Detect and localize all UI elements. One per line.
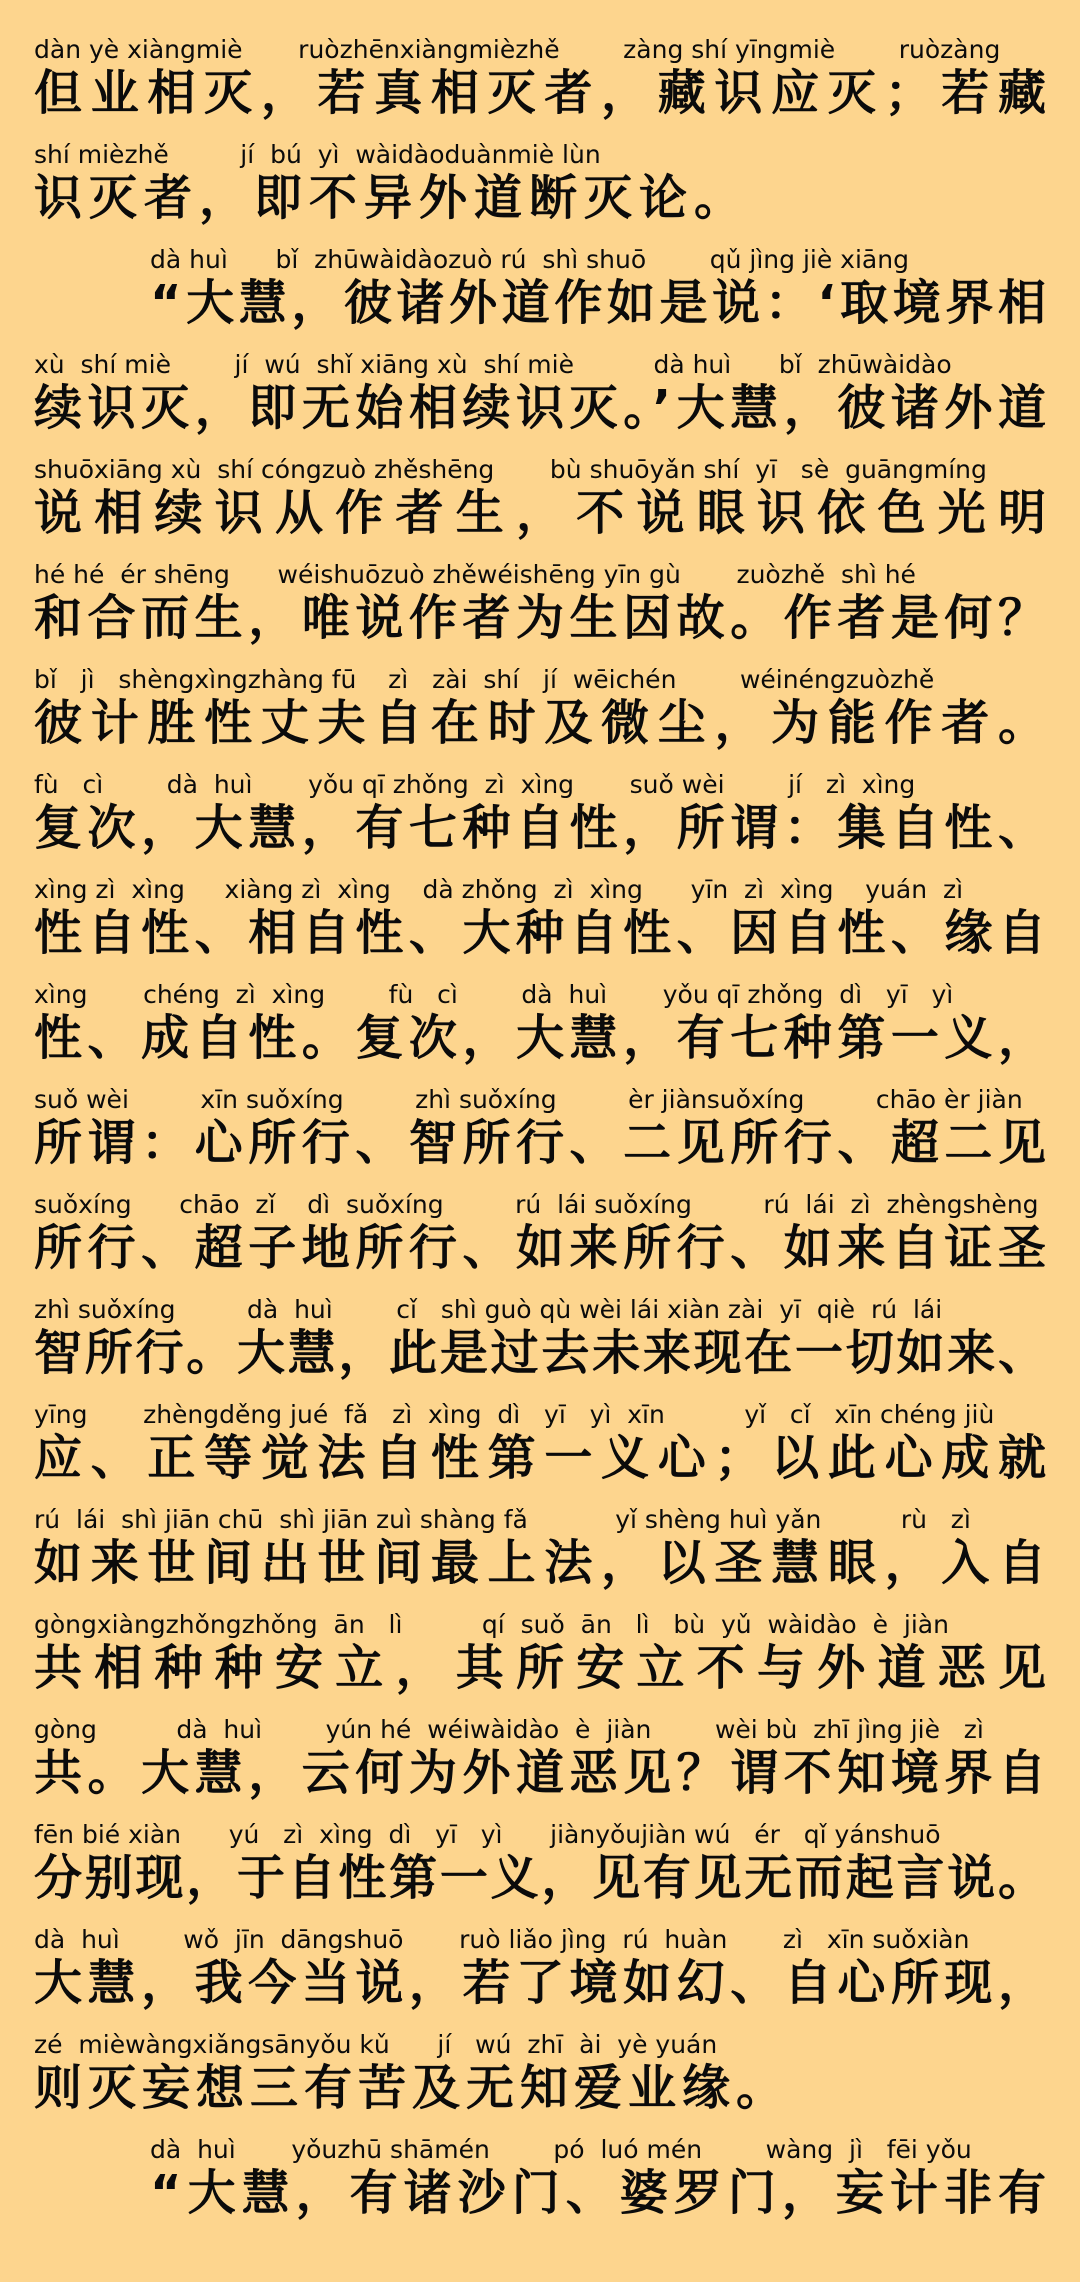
- pinyin-line: suǒ wèi xīn suǒxíng zhì suǒxíng èr jiànsuǒxíng chāo èr jiàn: [34, 1085, 1023, 1114]
- pinyin-line: xù shí miè jí wú shǐ xiāng xù shí miè dà huì bǐ zhūwàidào: [34, 350, 952, 379]
- hanzi-line: 分别现，于自性第一义，见有见无而起言说。: [34, 1850, 1046, 1906]
- text-line-12: [34, 1185, 1046, 1280]
- pinyin-line: shí mièzhě jí bú yì wàidàoduànmiè lùn: [34, 140, 601, 169]
- hanzi-line: 续识灭，即无始相续识灭。’大慧，彼诸外道: [34, 380, 1046, 436]
- hanzi-line: 性自性、相自性、大种自性、因自性、缘自: [34, 905, 1046, 961]
- hanzi-line: 应、正等觉法自性第一义心；以此心成就: [34, 1430, 1046, 1486]
- text-line-10: [34, 975, 1046, 1070]
- text-line-16: [34, 1605, 1046, 1700]
- hanzi-line: 复次，大慧，有七种自性，所谓：集自性、: [34, 800, 1046, 856]
- text-line-9: [34, 870, 1046, 965]
- text-line-8: [34, 765, 1046, 860]
- pinyin-line: zé mièwàngxiǎngsānyǒu kǔ jí wú zhī ài yè yuán: [34, 2030, 718, 2059]
- pinyin-line: bǐ jì shèngxìngzhàng fū zì zài shí jí wēichén wéinéngzuòzhě: [34, 665, 935, 694]
- hanzi-line: 性、成自性。复次，大慧，有七种第一义，: [34, 1010, 1046, 1066]
- text-line-5: [34, 450, 1046, 545]
- hanzi-line: 大慧，我今当说，若了境如幻、自心所现，: [34, 1955, 1046, 2011]
- pinyin-line: fēn bié xiàn yú zì xìng dì yī yì jiànyǒujiàn wú ér qǐ yánshuō: [34, 1820, 941, 1849]
- text-line-4: [34, 345, 1046, 440]
- text-line-21: [150, 2130, 1046, 2225]
- pinyin-line: dà huì yǒuzhū shāmén pó luó mén wàng jì fēi yǒu: [150, 2135, 972, 2164]
- pinyin-line: zhì suǒxíng dà huì cǐ shì guò qù wèi lái xiàn zài yī qiè rú lái: [34, 1295, 943, 1324]
- text-line-19: [34, 1920, 1046, 2015]
- text-line-3: [150, 240, 1046, 335]
- hanzi-line: 如来世间出世间最上法，以圣慧眼，入自: [34, 1535, 1046, 1591]
- text-line-7: [34, 660, 1046, 755]
- pinyin-line: shuōxiāng xù shí cóngzuò zhěshēng bù shuōyǎn shí yī sè guāngmíng: [34, 455, 987, 484]
- hanzi-line: “大慧，彼诸外道作如是说：‘取境界相: [150, 275, 1046, 331]
- text-line-1: [34, 30, 1046, 125]
- pinyin-line: dà huì wǒ jīn dāngshuō ruò liǎo jìng rú huàn zì xīn suǒxiàn: [34, 1925, 970, 1954]
- pinyin-line: yīng zhèngděng jué fǎ zì xìng dì yī yì xīn yǐ cǐ xīn chéng jiù: [34, 1400, 995, 1429]
- pinyin-line: dà huì bǐ zhūwàidàozuò rú shì shuō qǔ jìng jiè xiāng: [150, 245, 909, 274]
- pinyin-line: gòngxiàngzhǒngzhǒng ān lì qí suǒ ān lì bù yǔ wàidào è jiàn: [34, 1610, 949, 1639]
- text-line-20: [34, 2025, 1046, 2120]
- text-line-17: [34, 1710, 1046, 1805]
- hanzi-line: “大慧，有诸沙门、婆罗门，妄计非有: [150, 2165, 1046, 2221]
- text-line-15: [34, 1500, 1046, 1595]
- pinyin-line: xìng chéng zì xìng fù cì dà huì yǒu qī zhǒng dì yī yì: [34, 980, 954, 1009]
- hanzi-line: 说相续识从作者生，不说眼识依色光明: [34, 485, 1046, 541]
- pinyin-line: hé hé ér shēng wéishuōzuò zhěwéishēng yīn gù zuòzhě shì hé: [34, 560, 916, 589]
- text-line-14: [34, 1395, 1046, 1490]
- text-line-2: [34, 135, 1046, 230]
- hanzi-line: 共相种种安立，其所安立不与外道恶见: [34, 1640, 1046, 1696]
- hanzi-line: 智所行。大慧，此是过去未来现在一切如来、: [34, 1325, 1046, 1381]
- hanzi-line: 识灭者，即不异外道断灭论。: [34, 170, 750, 226]
- text-line-6: [34, 555, 1046, 650]
- text-line-11: [34, 1080, 1046, 1175]
- hanzi-line: 所谓：心所行、智所行、二见所行、超二见: [34, 1115, 1046, 1171]
- pinyin-line: suǒxíng chāo zǐ dì suǒxíng rú lái suǒxíng rú lái zì zhèngshèng: [34, 1190, 1039, 1219]
- hanzi-line: 则灭妄想三有苦及无知爱业缘。: [34, 2060, 791, 2116]
- pinyin-line: dàn yè xiàngmiè ruòzhēnxiàngmièzhě zàng shí yīngmiè ruòzàng: [34, 35, 1001, 64]
- hanzi-line: 共。大慧，云何为外道恶见？谓不知境界自: [34, 1745, 1046, 1801]
- pinyin-line: fù cì dà huì yǒu qī zhǒng zì xìng suǒ wèi jí zì xìng: [34, 770, 916, 799]
- pinyin-line: rú lái shì jiān chū shì jiān zuì shàng fǎ yǐ shèng huì yǎn rù zì: [34, 1505, 971, 1534]
- text-line-18: [34, 1815, 1046, 1910]
- hanzi-line: 彼计胜性丈夫自在时及微尘，为能作者。: [34, 695, 1046, 751]
- hanzi-line: 所行、超子地所行、如来所行、如来自证圣: [34, 1220, 1046, 1276]
- hanzi-line: 和合而生，唯说作者为生因故。作者是何？: [34, 590, 1046, 646]
- text-line-13: [34, 1290, 1046, 1385]
- pinyin-line: gòng dà huì yún hé wéiwàidào è jiàn wèi bù zhī jìng jiè zì: [34, 1715, 984, 1744]
- pinyin-line: xìng zì xìng xiàng zì xìng dà zhǒng zì xìng yīn zì xìng yuán zì: [34, 875, 964, 904]
- hanzi-line: 但业相灭，若真相灭者，藏识应灭；若藏: [34, 65, 1046, 121]
